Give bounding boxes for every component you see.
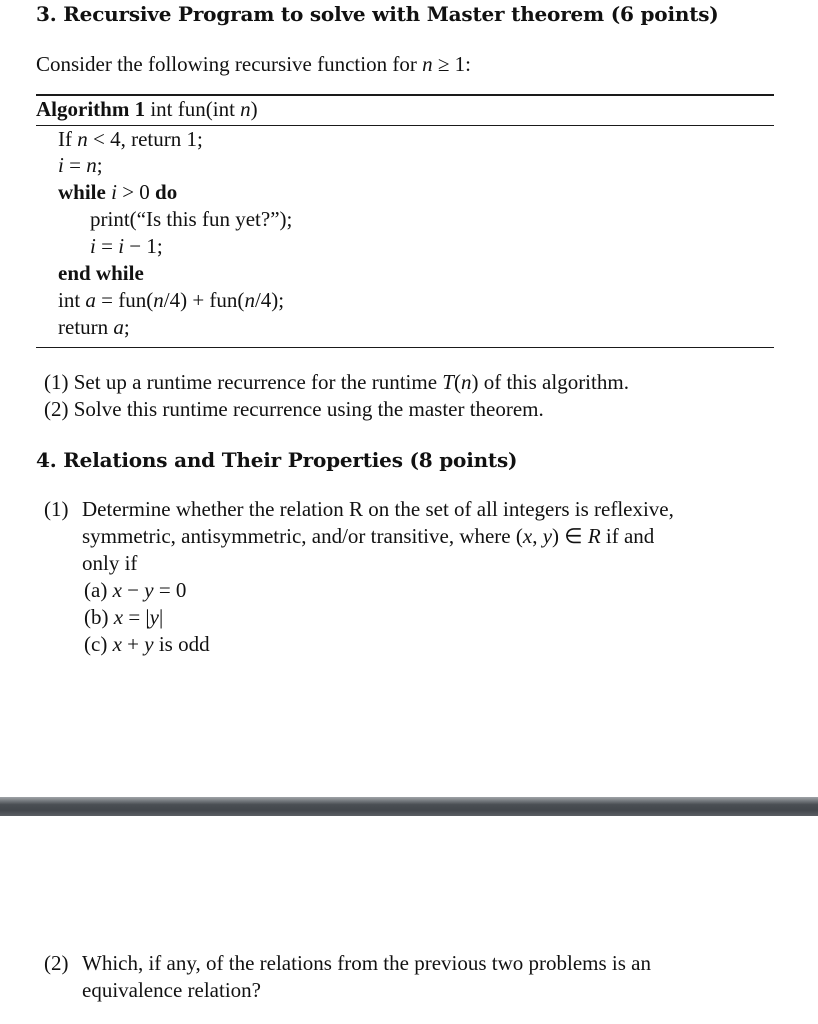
algorithm-bottom-rule bbox=[36, 347, 774, 348]
q41-y: y bbox=[542, 524, 553, 548]
algorithm-return-line bbox=[58, 315, 130, 340]
algorithm-line-2 bbox=[58, 153, 103, 178]
sub-item-c-y: y bbox=[144, 632, 154, 656]
algorithm-header bbox=[36, 97, 258, 122]
question-3-1-open: ( bbox=[453, 370, 461, 394]
sub-item-a bbox=[84, 578, 186, 603]
question-4-1-line-1: Determine whether the relation R on the set of all integers is reflexive, bbox=[82, 497, 674, 521]
do-keyword: do bbox=[155, 180, 178, 204]
return-var: a bbox=[113, 315, 124, 339]
int-n2: n bbox=[244, 288, 255, 312]
line-1-var: n bbox=[77, 127, 88, 151]
sub-item-a-y: y bbox=[144, 578, 154, 602]
line-2-lhs: i bbox=[58, 153, 64, 177]
algorithm-end-while: end while bbox=[58, 261, 144, 285]
question-4-1-number: (1) bbox=[44, 497, 69, 521]
int-keyword: int bbox=[58, 288, 86, 312]
sub-item-b-x: x bbox=[113, 605, 124, 629]
sub-item-b-label: (b) bbox=[84, 605, 109, 629]
question-3-1-tail: of this algorithm. bbox=[478, 370, 629, 394]
sub-item-b-y: y bbox=[149, 605, 159, 629]
question-3-1-close: ) bbox=[471, 370, 479, 394]
q41-x: x bbox=[522, 524, 533, 548]
while-keyword: while bbox=[58, 180, 106, 204]
q41-line2-pre: symmetric, antisymmetric, and/or transitive, where ( bbox=[82, 524, 523, 548]
question-3-1-text: Set up a runtime recurrence for the runtime bbox=[73, 370, 438, 394]
sub-item-b-mid: = | bbox=[123, 605, 150, 629]
sub-item-b bbox=[84, 605, 163, 630]
intro-variable: n bbox=[422, 52, 433, 76]
q41-in: ) ∈ bbox=[552, 524, 588, 548]
sub-item-b-end: | bbox=[158, 605, 164, 629]
page-separator-band bbox=[0, 797, 818, 816]
q41-R: R bbox=[587, 524, 601, 548]
question-3-2-text: Solve this runtime recurrence using the master theorem. bbox=[73, 397, 544, 421]
sub-item-a-label: (a) bbox=[84, 578, 108, 602]
question-3-2 bbox=[44, 397, 544, 422]
int-var: a bbox=[85, 288, 96, 312]
sub-item-a-end: = 0 bbox=[153, 578, 187, 602]
decrement-rest: − 1; bbox=[124, 234, 163, 258]
int-n1: n bbox=[153, 288, 164, 312]
question-4-1-line-2 bbox=[82, 524, 654, 549]
return-end: ; bbox=[123, 315, 130, 339]
question-4-2-line-2: equivalence relation? bbox=[82, 978, 261, 1002]
sub-item-a-mid: − bbox=[121, 578, 145, 602]
q41-comma: , bbox=[532, 524, 543, 548]
question-4-2-number: (2) bbox=[44, 951, 69, 975]
algorithm-param: n bbox=[240, 97, 251, 121]
sub-item-c-label: (c) bbox=[84, 632, 108, 656]
algorithm-header-rule bbox=[36, 125, 774, 126]
line-2-end: ; bbox=[96, 153, 103, 177]
algorithm-top-rule bbox=[36, 94, 774, 96]
decrement-lhs: i bbox=[90, 234, 96, 258]
decrement-eq: = bbox=[95, 234, 119, 258]
section-4-title: 4. Relations and Their Properties (8 points) bbox=[36, 448, 518, 472]
q41-line2-post: if and bbox=[600, 524, 655, 548]
return-keyword: return bbox=[58, 315, 114, 339]
algorithm-int-line bbox=[58, 288, 284, 313]
algorithm-decrement-line bbox=[90, 234, 163, 259]
int-eq: = fun( bbox=[95, 288, 154, 312]
intro-condition: ≥ 1: bbox=[432, 52, 471, 76]
algorithm-signature: int fun(int bbox=[145, 97, 241, 121]
line-1-post: < 4, return 1; bbox=[87, 127, 203, 151]
line-2-rhs: n bbox=[86, 153, 97, 177]
int-mid: /4) + fun( bbox=[163, 288, 245, 312]
section-3-title: 3. Recursive Program to solve with Master theorem (6 points) bbox=[36, 2, 719, 26]
decrement-var: i bbox=[118, 234, 125, 258]
sub-item-c-end: is odd bbox=[153, 632, 210, 656]
question-3-1 bbox=[44, 370, 629, 395]
sub-item-c bbox=[84, 632, 210, 657]
question-3-1-number: (1) bbox=[44, 370, 69, 394]
sub-item-c-x: x bbox=[112, 632, 122, 656]
algorithm-print-line: print(“Is this fun yet?”); bbox=[90, 207, 293, 231]
question-4-1-line-3: only if bbox=[82, 551, 138, 575]
intro-text: Consider the following recursive function for bbox=[36, 52, 417, 76]
algorithm-label: Algorithm 1 bbox=[36, 97, 146, 121]
question-4-2-line-1: Which, if any, of the relations from the previous two problems is an bbox=[82, 951, 651, 975]
question-3-1-T: T bbox=[442, 370, 454, 394]
line-1-pre: If bbox=[58, 127, 78, 151]
sub-item-c-mid: + bbox=[121, 632, 145, 656]
line-2-eq: = bbox=[63, 153, 87, 177]
question-3-2-number: (2) bbox=[44, 397, 69, 421]
algorithm-while-line bbox=[58, 180, 177, 205]
while-condition: > 0 bbox=[116, 180, 156, 204]
question-3-1-n: n bbox=[460, 370, 472, 394]
algorithm-line-1 bbox=[58, 127, 203, 152]
section-3-intro bbox=[36, 52, 471, 77]
sub-item-a-x: x bbox=[112, 578, 122, 602]
algorithm-signature-close: ) bbox=[250, 97, 258, 121]
int-end: /4); bbox=[254, 288, 285, 312]
while-var: i bbox=[111, 180, 117, 204]
